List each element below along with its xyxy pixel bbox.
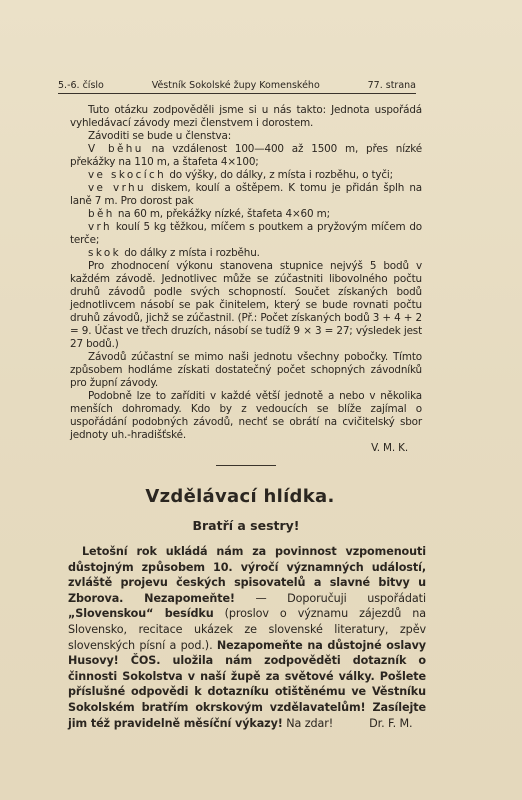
appeal-segment: (proslov o významu zájezdů na Slovensko, recitace ukázek ze slovenské literatury, zpěv slovenských písní a pod.). (68, 607, 426, 652)
running-header (58, 80, 416, 94)
appeal-segment: Nezapomeňte na důstojné oslavy Husovy! ČOS. uložila nám zodpověděti dotazník o činnosti Sokolstva v naší župě za světové války. Pošlete příslušné odpovědi k dotazníku otištěnému ve Věstníku Sokolském bratřím okrskovým vzdělavatelům! Zasílejte jim též pravidelně měsíční výkazy! (68, 638, 426, 730)
appeal-segment: Na zdar! (282, 716, 334, 730)
discipline-item (70, 208, 422, 221)
discipline-name: ve skocích (88, 169, 167, 181)
journal-title: Věstník Sokolské župy Komenského (151, 80, 320, 91)
paragraph: Tuto otázku zodpověděli jsme si u nás takto: Jednota uspořádá vyhledávací závody mezi členstvem i dorostem. (70, 104, 422, 129)
discipline-name: skok (88, 247, 122, 259)
discipline-detail: do výšky, do dálky, z místa i rozběhu, o tyči; (166, 169, 394, 181)
discipline-item (70, 182, 422, 208)
discipline-item (70, 143, 422, 169)
discipline-name: ve vrhu (88, 182, 147, 194)
appeal-segment: Letošní rok ukládá nám za povinnost vzpomenouti důstojným způsobem 10. výročí významných událostí, zvláště projevu českých spisovatelů a slavné bitvy u Zborova. Nezapomeňte! (68, 545, 426, 605)
signature: Dr. F. M. (369, 716, 413, 730)
appeal-segment: „Slovenskou“ besídku (68, 607, 214, 621)
greeting: Bratří a sestry! (192, 518, 300, 533)
appeal-segment: — Doporučuji uspořádati (234, 591, 426, 605)
discipline-name: V běhu (88, 143, 144, 155)
paragraph: Závoditi se bude u členstva: (88, 130, 232, 142)
paragraph: Podobně lze to zaříditi v každé větší jednotě a nebo v několika menších dohromady. Kdo by z vedoucích se blíže zajímal o uspořádání podobných závodů, nechť se obrátí na cvičitelský sbor jednoty uh.-hradišťské. (70, 390, 422, 441)
discipline-name: vrh (88, 221, 113, 233)
appeal-text (68, 544, 426, 731)
issue-number: 5.-6. číslo (58, 80, 104, 91)
discipline-detail: na 60 m, překážky nízké, štafeta 4×60 m; (114, 208, 330, 220)
discipline-detail: koulí 5 kg těžkou, míčem s poutkem a pryžovým míčem do terče; (70, 221, 422, 246)
signature: V. M. K. (371, 442, 408, 454)
discipline-item (70, 169, 422, 182)
paragraph: Závodů zúčastní se mimo naši jednotu všechny pobočky. Tímto způsobem hodláme získati dostatečný počet schopných závodníků pro župní závody. (70, 351, 422, 389)
discipline-item (70, 247, 422, 260)
discipline-detail: do dálky z místa i rozběhu. (121, 247, 260, 259)
discipline-name: běh (88, 208, 115, 220)
discipline-item (70, 221, 422, 247)
article-body (70, 104, 422, 466)
page-number: 77. strana (367, 80, 416, 91)
discipline-detail: diskem, koulí a oštěpem. K tomu je přidán šplh na laně 7 m. Pro dorost pak (70, 182, 422, 207)
paragraph: Pro zhodnocení výkonu stanovena stupnice nejvýš 5 bodů v každém závodě. Jednotlivec může se zúčastniti libovolného počtu druhů závodů podle svých schopností. Součet získaných bodů jednotlivcem násobí se pak činitelem, který se bude rovnati počtu druhů závodů, jichž se zúčastnil. (Př.: Počet získaných bodů 3 + 4 + 2 = 9. Účast ve třech druzích, násobí se tudíž 9 × 3 = 27; výsledek jest 27 bodů.) (70, 260, 422, 350)
discipline-detail: na vzdálenost 100—400 až 1500 m, přes nízké překážky na 110 m, a štafeta 4×100; (70, 143, 422, 168)
section-title: Vzdělávací hlídka. (145, 486, 335, 507)
divider (216, 465, 276, 466)
